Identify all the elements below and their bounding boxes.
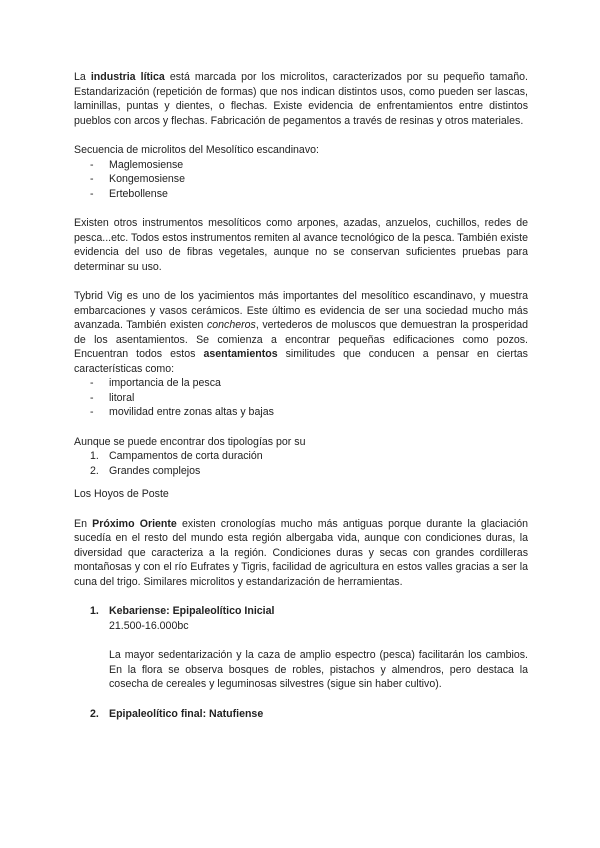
paragraph-instruments: Existen otros instrumentos mesolíticos como arpones, azadas, anzuelos, cuchillos, redes de pesca...etc. Todos estos instrumentos remiten al avance tecnológico de la pesca. También existe evidencia del uso de fibras vegetales, aunque no se conservan suficientes pruebas para determinar su uso. <box>74 217 528 273</box>
paragraph-tybrid-vig: Tybrid Vig es uno de los yacimientos más importantes del mesolítico escandinavo, y muestra embarcaciones y vasos cerámicos. Este último es evidencia de ser una sociedad mucho más avanzada. También existen concheros, vertederos de moluscos que demuestran la prosperidad de los asentamientos. Se comienza a encontrar pequeñas edificaciones como pozos. Encuentran todos estos asentamientos similitudes que conducen a pensar en ciertas características como: <box>74 290 529 375</box>
characteristics-list <box>74 376 528 420</box>
typologies-list <box>74 449 528 478</box>
sequence-intro: Secuencia de microlitos del Mesolítico escandinavo: <box>74 144 319 156</box>
list-item: - Ertebollense <box>90 187 168 200</box>
sequence-list <box>74 158 528 202</box>
paragraph-proximo-oriente: En Próximo Oriente existen cronologías mucho más antiguas porque durante la glaciación sucedía en el resto del mundo esta región albergaba vida, aunque con condiciones duras, la diversidad que caracteriza a la región. Condiciones duras y secas con grandes cordilleras montañosas y con el río Eufrates y Tigris, facilidad de agricultura en estos valles gracias a ser la cuna del trigo. Similares microlitos y estandarización de herramientas. <box>74 517 529 588</box>
list-item: - Maglemosiense <box>90 158 184 171</box>
term-concheros: concheros <box>206 319 256 331</box>
kebariense-text: La mayor sedentarización y la caza de amplio espectro (pesca) facilitarán los cambios. En la flora se observa bosques de robles, pistachos y almendros, pero destaca la cosecha de cereales y leguminosas silvestres (sigue sin haber cultivo). <box>109 649 528 690</box>
list-item: 1. Campamentos de corta duración <box>90 450 263 462</box>
term-lithic-industry: industria lítica <box>90 71 165 83</box>
list-item: - importancia de la pesca <box>90 377 221 389</box>
term-asentamientos: asentamientos <box>203 348 278 360</box>
list-item: - litoral <box>90 391 135 404</box>
kebariense-date: 21.500-16.000bc <box>109 619 189 632</box>
section-natufiense-title: 2. Epipaleolítico final: Natufiense <box>90 707 264 720</box>
hoyos-de-poste-heading: Los Hoyos de Poste <box>74 488 169 500</box>
list-item: - Kongemosiense <box>90 173 185 185</box>
document-page <box>74 70 528 721</box>
list-item: 2. Grandes complejos <box>90 464 201 477</box>
typologies-intro: Aunque se puede encontrar dos tipologías por su <box>74 435 306 448</box>
list-item: - movilidad entre zonas altas y bajas <box>90 406 274 418</box>
term-proximo-oriente: Próximo Oriente <box>92 517 177 530</box>
paragraph-lithic-industry: La industria lítica está marcada por los microlitos, caracterizados por su pequeño tamaño. Estandarización (repetición de formas) que nos indican distintos usos, como pueden ser lascas, laminillas, puntas y dientes, o flechas. Existe evidencia de enfrentamientos entre distintos pueblos con arcos y flechas. Fabricación de pegamentos a través de resinas y otros materiales. <box>74 71 528 127</box>
section-kebariense-title: 1. Kebariense: Epipaleolítico Inicial <box>90 605 275 617</box>
